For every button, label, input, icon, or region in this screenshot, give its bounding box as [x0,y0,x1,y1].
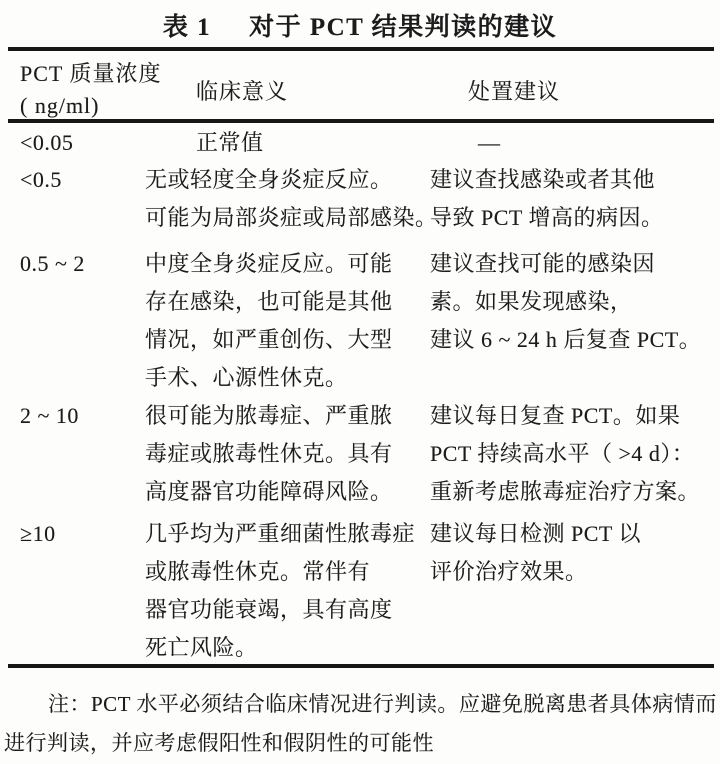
clinical-line: 死亡风险。 [145,635,258,660]
table-caption [0,7,720,43]
table-caption-text: 对于 PCT 结果判读的建议 [249,14,558,41]
action-line: 重新考虑脓毒症治疗方案。 [430,479,701,504]
clinical-line: 手术、心源性休克。 [145,365,348,390]
clinical-line: 高度器官功能障碍风险。 [145,479,393,504]
action-line: 建议查找感染或者其他 [430,167,656,192]
action-line: 建议每日检测 PCT 以 [430,521,641,546]
header-concentration-line2: ( ng/ml) [20,93,100,118]
table-top-rule [8,47,714,51]
clinical-cell [196,124,264,162]
action-cell [430,515,641,591]
clinical-line: 可能为局部炎症或局部感染。 [145,205,438,230]
action-cell [478,124,501,162]
clinical-line: 毒症或脓毒性休克。具有 [145,441,393,466]
concentration-cell: ≥10 [20,521,56,546]
action-line: — [478,130,501,155]
header-concentration-line1: PCT 质量浓度 [20,61,162,86]
action-cell [430,161,663,237]
clinical-line: 很可能为脓毒症、严重脓 [145,403,393,428]
clinical-cell [145,515,415,667]
clinical-line: 情况，如严重创伤、大型 [145,327,393,352]
action-cell [430,245,701,359]
concentration-cell: <0.5 [20,167,62,192]
concentration-cell: 2 ~ 10 [20,403,79,428]
action-line: 建议查找可能的感染因 [430,251,656,276]
clinical-line: 无或轻度全身炎症反应。 [145,167,393,192]
table-number: 表 1 [162,14,212,41]
action-line: PCT 持续高水平（ >4 d）： [430,441,695,466]
action-line: 评价治疗效果。 [430,559,588,584]
action-line: 导致 PCT 增高的病因。 [430,205,664,230]
clinical-line: 正常值 [196,130,264,155]
table-bottom-rule [8,664,714,668]
clinical-cell [145,397,393,511]
clinical-cell [145,245,393,397]
table-note-line2: 进行判读，并应考虑假阳性和假阴性的可能性 [4,731,434,755]
table-note-line1: 注：PCT 水平必须结合临床情况进行判读。应避免脱离患者具体病情而 [48,692,717,716]
action-line: 建议 6 ~ 24 h 后复查 PCT。 [430,327,702,352]
action-line: 建议每日复查 PCT。如果 [430,403,681,428]
header-clinical-significance: 临床意义 [196,79,289,104]
clinical-line: 中度全身炎症反应。可能 [145,251,393,276]
concentration-cell: <0.05 [20,130,74,155]
clinical-cell [145,161,438,237]
action-cell [430,397,700,511]
clinical-line: 器官功能衰竭，具有高度 [145,597,393,622]
clinical-line: 存在感染，也可能是其他 [145,289,393,314]
clinical-line: 或脓毒性休克。常伴有 [145,559,371,584]
table-header-rule [8,119,714,123]
header-action-recommendation: 处置建议 [468,79,561,104]
clinical-line: 几乎均为严重细菌性脓毒症 [145,521,416,546]
action-line: 素。如果发现感染， [430,289,633,314]
concentration-cell: 0.5 ~ 2 [20,251,85,276]
